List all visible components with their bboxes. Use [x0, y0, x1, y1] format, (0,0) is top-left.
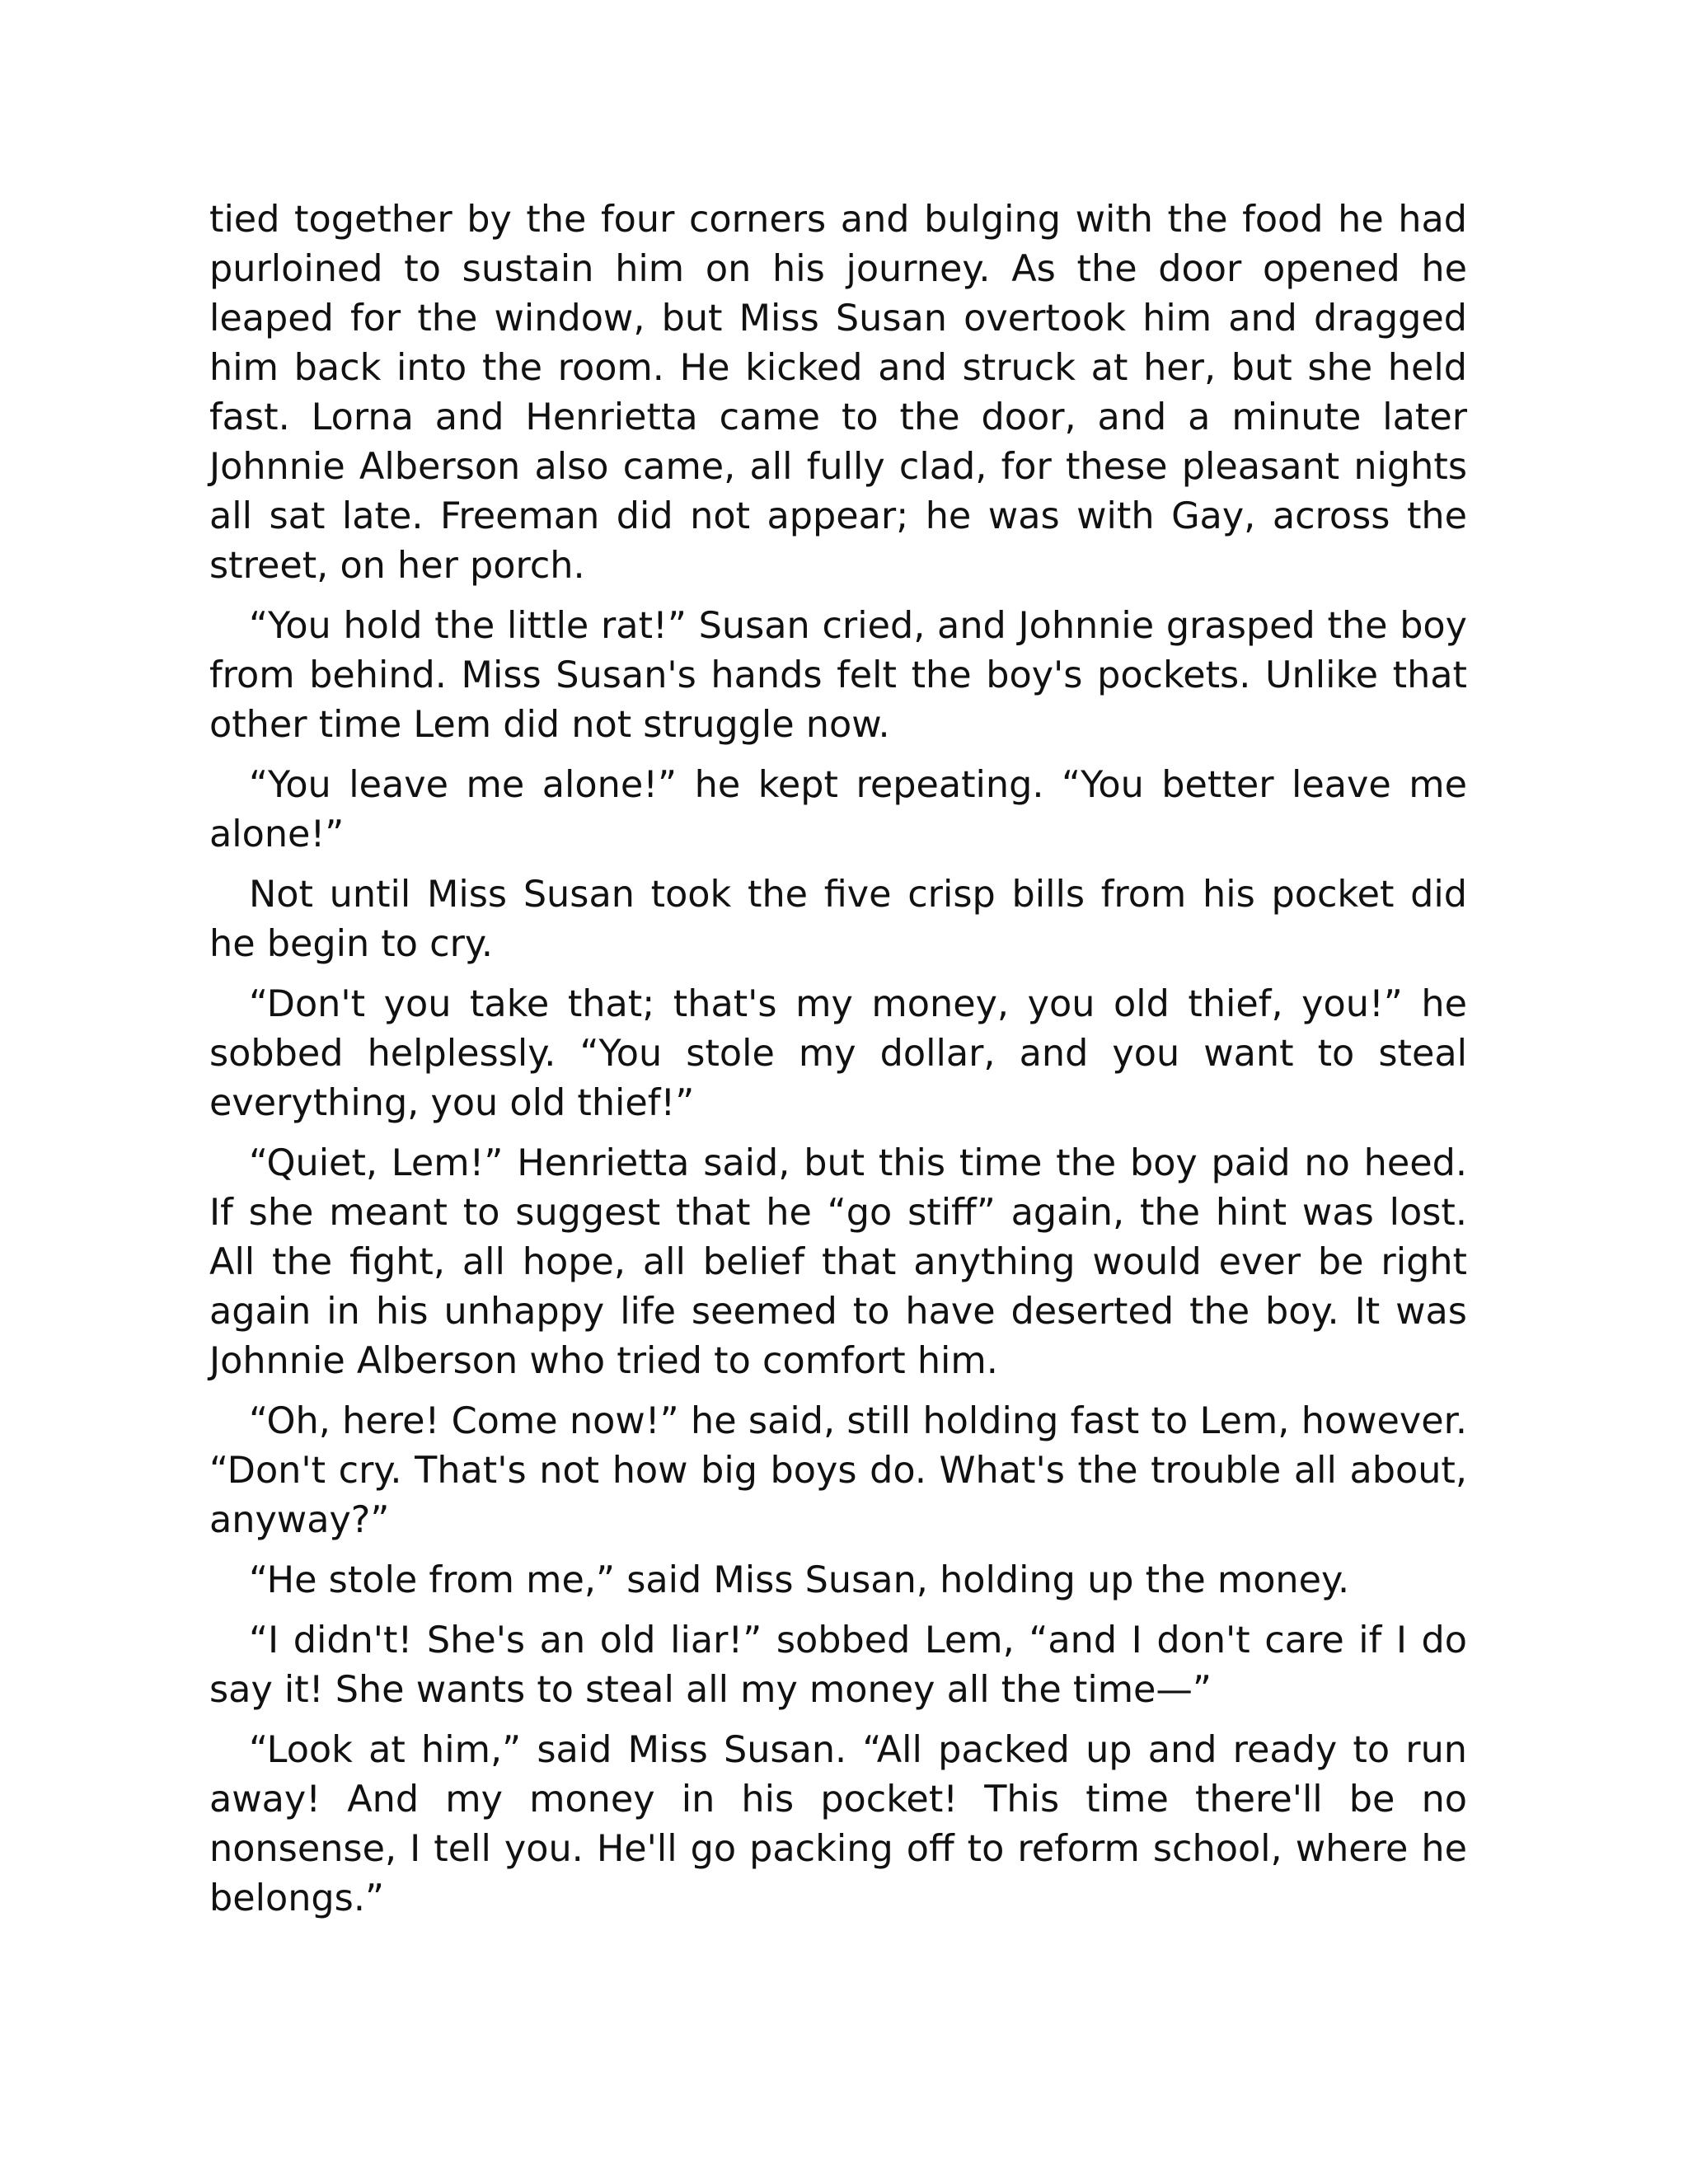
paragraph-8: “He stole from me,” said Miss Susan, holding up the money.: [249, 1559, 1350, 1601]
book-page: [209, 195, 1467, 1934]
paragraph-2: “You hold the little rat!” Susan cried, and Johnnie grasped the boy from behind. Miss Susan's hands felt the boy's pockets. Unlike that other time Lem did not struggle now.: [209, 605, 1467, 746]
paragraph-3: “You leave me alone!” he kept repeating. “You better leave me alone!”: [209, 764, 1467, 855]
paragraph-5: “Don't you take that; that's my money, you old thief, you!” he sobbed helplessly. “You stole my dollar, and you want to steal everything, you old thief!”: [209, 983, 1467, 1124]
paragraph-1: tied together by the four corners and bulging with the food he had purloined to sustain him on his journey. As the door opened he leaped for the window, but Miss Susan overtook him and dragged him back into the room. He kicked and struck at her, but she held fast. Lorna and Henrietta came to the door, and a minute later Johnnie Alberson also came, all fully clad, for these pleasant nights all sat late. Freeman did not appear; he was with Gay, across the street, on her porch.: [209, 199, 1467, 587]
paragraph-10: “Look at him,” said Miss Susan. “All packed up and ready to run away! And my money in his pocket! This time there'll be no nonsense, I tell you. He'll go packing off to reform school, where he belongs.”: [209, 1729, 1467, 1919]
paragraph-7: “Oh, here! Come now!” he said, still holding fast to Lem, however. “Don't cry. That's not how big boys do. What's the trouble all about, anyway?”: [209, 1400, 1467, 1541]
paragraph-9: “I didn't! She's an old liar!” sobbed Lem, “and I don't care if I do say it! She wants to steal all my money all the time—”: [209, 1619, 1467, 1711]
paragraph-4: Not until Miss Susan took the five crisp bills from his pocket did he begin to cry.: [209, 874, 1467, 965]
paragraph-6: “Quiet, Lem!” Henrietta said, but this time the boy paid no heed. If she meant to suggest that he “go stiff” again, the hint was lost. All the fight, all hope, all belief that anything would ever be right again in his unhappy life seemed to have deserted the boy. It was Johnnie Alberson who tried to comfort him.: [209, 1142, 1467, 1382]
